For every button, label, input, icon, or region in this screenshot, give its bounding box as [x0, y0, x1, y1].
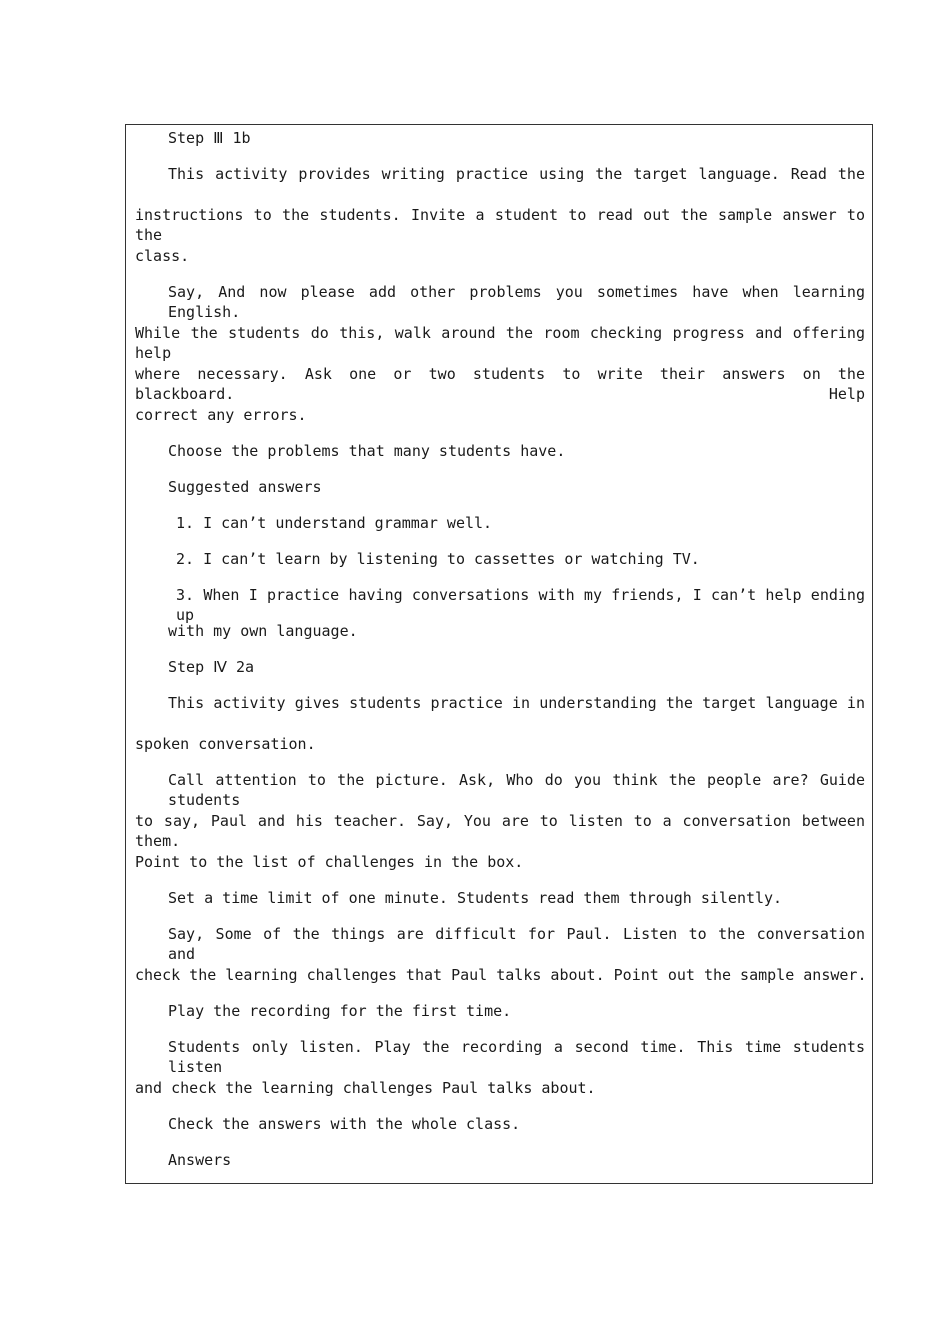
paragraph-line: Check the answers with the whole class. — [168, 1115, 521, 1133]
paragraph-line: Students only listen. Play the recording a second time. This time students listen — [168, 1038, 865, 1076]
answer-item: 3. When I practice having conversations with my friends, I can’t help ending up — [176, 586, 865, 624]
paragraph-line: Say, And now please add other problems you sometimes have when learning English. — [168, 283, 865, 321]
paragraph-line: check the learning challenges that Paul talks about. Point out the sample answer. — [135, 966, 867, 984]
paragraph-line: This activity gives students practice in understanding the target language in — [168, 694, 865, 712]
paragraph-line: where necessary. Ask one or two students to write their answers on the blackboard. Help — [135, 365, 865, 403]
paragraph-line: Play the recording for the first time. — [168, 1002, 512, 1020]
answers-label: Answers — [168, 1151, 232, 1169]
paragraph-line: Choose the problems that many students have. — [168, 442, 566, 460]
paragraph-line: class. — [135, 247, 190, 265]
paragraph-line: While the students do this, walk around the room checking progress and offering help — [135, 324, 865, 362]
answer-item-continued: with my own language. — [168, 622, 358, 640]
paragraph-line: Call attention to the picture. Ask, Who do you think the people are? Guide students — [168, 771, 865, 809]
step-4-heading: Step Ⅳ 2a — [168, 658, 255, 676]
paragraph-line: Say, Some of the things are difficult for Paul. Listen to the conversation and — [168, 925, 865, 963]
paragraph-line: correct any errors. — [135, 406, 307, 424]
paragraph-line: instructions to the students. Invite a student to read out the sample answer to the — [135, 206, 865, 244]
paragraph-line: Point to the list of challenges in the box. — [135, 853, 524, 871]
paragraph-line: spoken conversation. — [135, 735, 316, 753]
answer-item: 1. I can’t understand grammar well. — [176, 514, 493, 532]
step-3-heading: Step Ⅲ 1b — [168, 129, 251, 147]
answer-item: 2. I can’t learn by listening to cassettes or watching TV. — [176, 550, 700, 568]
paragraph-line: This activity provides writing practice using the target language. Read the — [168, 165, 865, 183]
suggested-answers-label: Suggested answers — [168, 478, 322, 496]
paragraph-line: and check the learning challenges Paul talks about. — [135, 1079, 596, 1097]
paragraph-line: Set a time limit of one minute. Students read them through silently. — [168, 889, 783, 907]
paragraph-line: to say, Paul and his teacher. Say, You are to listen to a conversation between them. — [135, 812, 865, 850]
